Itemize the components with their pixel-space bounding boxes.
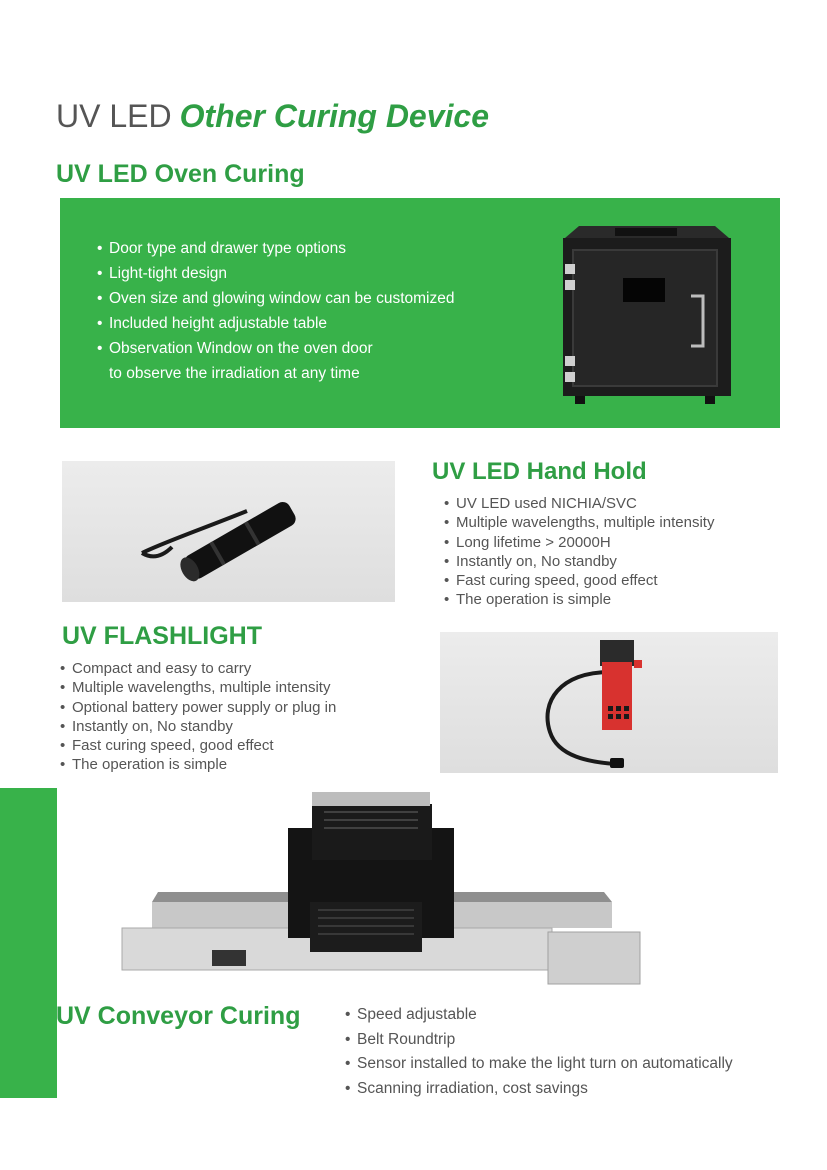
page-title-accent: Other Curing Device xyxy=(179,98,489,134)
conveyor-bullet-list xyxy=(345,1003,785,1101)
flashlight-bullet: • Optional battery power supply or plug in xyxy=(60,698,400,717)
handhold-heading: UV LED Hand Hold xyxy=(432,458,647,485)
oven-cabinet-image xyxy=(555,220,735,406)
conveyor-heading: UV Conveyor Curing xyxy=(56,1002,301,1030)
oven-bullet: • Observation Window on the oven door xyxy=(97,336,455,361)
flashlight-photo xyxy=(62,461,395,602)
flashlight-bullet: • The operation is simple xyxy=(60,755,400,774)
flashlight-bullet: • Multiple wavelengths, multiple intensity xyxy=(60,678,400,697)
conveyor-machine-image xyxy=(118,782,644,992)
oven-bullet-list xyxy=(97,236,455,386)
flashlight-bullet: • Fast curing speed, good effect xyxy=(60,736,400,755)
red-uv-device-image xyxy=(440,632,778,773)
conveyor-bullet: • Speed adjustable xyxy=(345,1003,785,1028)
handhold-bullet: • Multiple wavelengths, multiple intensity xyxy=(444,513,774,532)
conveyor-bullet: • Sensor installed to make the light turn on automatically xyxy=(345,1052,785,1077)
oven-bullet: • Light-tight design xyxy=(97,261,455,286)
handhold-bullet: • Long lifetime > 20000H xyxy=(444,533,774,552)
handhold-bullet: • Instantly on, No standby xyxy=(444,552,774,571)
flashlight-bullet: • Compact and easy to carry xyxy=(60,659,400,678)
handhold-bullet-list xyxy=(444,494,774,610)
oven-bullet: • Door type and drawer type options xyxy=(97,236,455,261)
handhold-bullet: • The operation is simple xyxy=(444,590,774,609)
page-title xyxy=(56,98,489,135)
red-device-photo xyxy=(440,632,778,773)
handhold-bullet: • UV LED used NICHIA/SVC xyxy=(444,494,774,513)
oven-bullet: • Oven size and glowing window can be customized xyxy=(97,286,455,311)
oven-bullet-continuation: to observe the irradiation at any time xyxy=(109,365,360,382)
flashlight-bullet: • Instantly on, No standby xyxy=(60,717,400,736)
flashlight-bullet-list xyxy=(60,659,400,775)
oven-heading: UV LED Oven Curing xyxy=(56,160,305,188)
decorative-green-strip xyxy=(0,788,57,1098)
oven-bullet: • Included height adjustable table xyxy=(97,311,455,336)
flashlight-image xyxy=(62,461,395,602)
conveyor-bullet: • Belt Roundtrip xyxy=(345,1028,785,1053)
page-title-prefix: UV LED xyxy=(56,98,172,134)
flashlight-heading: UV FLASHLIGHT xyxy=(62,622,262,650)
conveyor-bullet: • Scanning irradiation, cost savings xyxy=(345,1077,785,1102)
handhold-bullet: • Fast curing speed, good effect xyxy=(444,571,774,590)
